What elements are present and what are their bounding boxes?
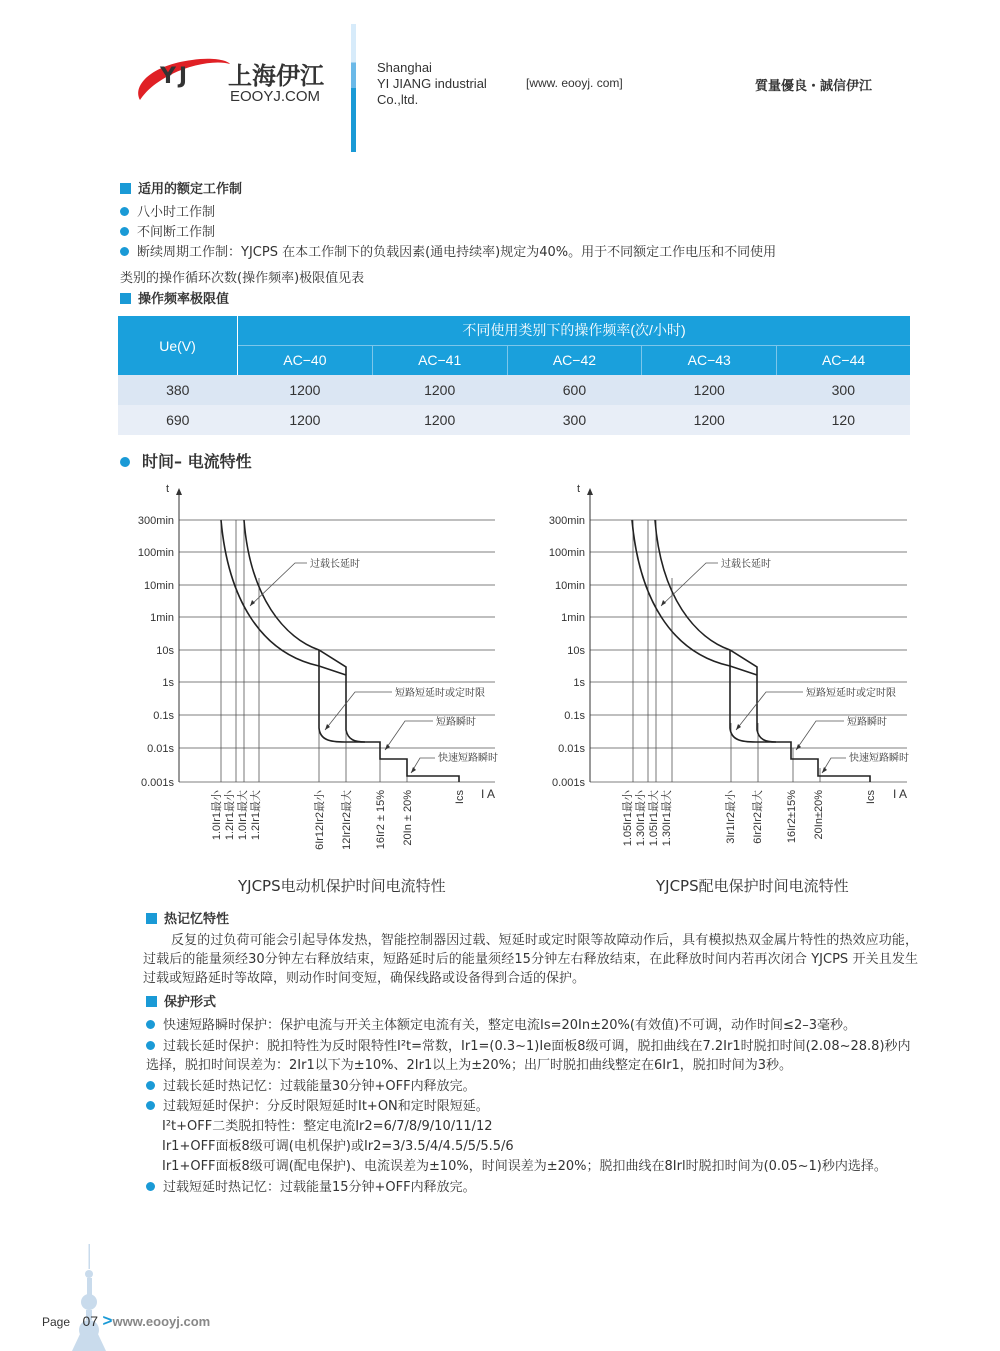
tower-icon [70, 1244, 110, 1351]
annotation-label: 过载长延时 [721, 559, 771, 570]
y-tick-label: 10s [567, 645, 585, 657]
y-tick-label: 0.1s [153, 710, 174, 722]
y-tick-label: 0.001s [551, 777, 585, 789]
y-tick-label: 1min [150, 612, 174, 624]
arrow-icon: > [102, 1311, 113, 1330]
bullet-icon [120, 247, 129, 256]
protection-sub-line: Ir1+OFF面板8级可调(电机保护)或Ir2=3/3.5/4/4.5/5/5.5/6 [162, 1139, 514, 1154]
y-tick-label: 10min [555, 580, 585, 592]
page-label: Page [42, 1315, 71, 1329]
y-tick-label: 1min [561, 612, 585, 624]
x-label: 1.0Ir1最大 [237, 790, 249, 841]
protection-sub-line: I²t+OFF二类脱扣特性：整定电流Ir2=6/7/8/9/10/11/12 [162, 1119, 493, 1134]
annotation-leader [385, 721, 433, 750]
company-name [377, 60, 487, 108]
x-label: 1.2Ir1最小 [224, 790, 236, 841]
square-bullet-icon [146, 913, 157, 924]
annotation-leader [325, 692, 392, 730]
annotation-arrow-icon [411, 767, 416, 773]
logo-cn: 上海伊江 [228, 62, 324, 90]
square-bullet-icon [120, 183, 131, 194]
freq-heading [120, 290, 910, 310]
bullet-icon [146, 1081, 155, 1090]
frequency-table [118, 316, 910, 435]
logo-domain: EOOYJ.COM [230, 88, 321, 105]
x-label: 16Ir2 ± 15% [375, 790, 387, 850]
x-label: 3Ir1Ir2最小 [725, 790, 737, 844]
trip-curve [632, 520, 757, 675]
diagram-caption: YJCPS电动机保护时间电流特性 [238, 877, 446, 895]
tc-heading [120, 449, 252, 472]
x-label: 6Ir2Ir2最大 [752, 790, 764, 844]
bullet-icon [146, 1182, 155, 1191]
protection-item [146, 1016, 918, 1035]
duty-title: 适用的额定工作制 [138, 182, 243, 197]
annotation-label: 快速短路瞬时 [849, 753, 909, 764]
y-tick-label: 10s [156, 645, 174, 657]
y-tick-label: 100min [548, 547, 585, 559]
col-header: AC−43 [642, 345, 777, 375]
bullet-icon [146, 1020, 155, 1029]
y-tick-label: 300min [137, 515, 174, 527]
thermal-text: 反复的过负荷可能会引起导体发热，智能控制器因过载、短延时或定时限等故障动作后，具有模拟热双金属片特性的热效应功能，过载后的能量须经30分钟左右释放结束，短路延时后的能量须经15分钟左右释放结束，在此释放时间内若再次闭合 YJCPS 开关且发生过载或短路延时等故障，则动作时间变短，确保线路或设备得到合适的保护。 [143, 933, 918, 986]
cell: 1200 [372, 405, 507, 435]
protection-heading [146, 993, 918, 1013]
motor-protection-diagram [120, 478, 520, 868]
x-label: 1.2Ir1最大 [250, 790, 262, 841]
y-tick-label: 300min [548, 515, 585, 527]
protection-item-text: 快速短路瞬时保护：保护电流与开关主体额定电流有关，整定电流Is=20In±20%(有效值)不可调，动作时间≤2–3毫秒。 [163, 1018, 856, 1033]
duty-item-text: 八小时工作制 [137, 205, 216, 220]
protection-item-text: 过载长延时保护：脱扣特性为反时限特性I²t=常数，Ir1=(0.3~1)Ie面板8级可调，脱扣曲线在7.2Ir1时脱扣时间(2.08~28.8)秒内选择，脱扣时间误差为：2Ir1以下为±10%、2Ir1以上为±20%；出厂时脱扣曲线整定在6Ir1，脱扣时间为3秒。 [146, 1039, 911, 1073]
x-label: Ics [454, 790, 466, 805]
duty-item [120, 223, 910, 243]
annotation-label: 短路短延时或定时限 [806, 688, 896, 699]
annotation-leader [736, 692, 803, 730]
y-axis-label: t [577, 483, 581, 495]
x-label: 16Ir2±15% [786, 790, 798, 844]
lower-text-section [143, 910, 918, 1197]
y-tick-label: 0.01s [558, 743, 585, 755]
logo [132, 50, 332, 110]
protection-item [146, 1178, 918, 1197]
y-tick-label: 0.001s [140, 777, 174, 789]
annotation-arrow-icon [822, 767, 827, 773]
duty-continuation: 类别的操作循环次数(操作频率)极限值见表 [120, 271, 365, 286]
col-header-ue: Ue(V) [118, 316, 238, 375]
freq-title: 操作频率极限值 [138, 292, 230, 307]
footer-website[interactable]: www.eooyj.com [112, 1314, 211, 1329]
y-tick-label: 0.01s [147, 743, 174, 755]
trip-curve [221, 520, 346, 675]
duty-heading [120, 180, 910, 200]
x-label: 1.05Ir1最小 [622, 790, 634, 847]
col-header: AC−44 [777, 345, 910, 375]
duty-section [120, 180, 910, 310]
annotation-arrow-icon [250, 600, 255, 606]
company-line: Shanghai [377, 60, 432, 75]
y-tick-label: 1s [573, 677, 585, 689]
col-header: AC−40 [238, 345, 373, 375]
y-tick-label: 10min [144, 580, 174, 592]
protection-item [146, 1037, 918, 1075]
protection-item-text: 过载短延时热记忆：过载能量15分钟+OFF内释放完。 [163, 1180, 476, 1195]
company-line: YI JIANG industrial [377, 76, 487, 91]
group-header: 不同使用类别下的操作频率(次/小时) [238, 316, 911, 345]
y-axis-label: t [166, 483, 170, 495]
trip-curve [244, 520, 365, 742]
annotation-label: 短路短延时或定时限 [395, 688, 485, 699]
cell: 300 [777, 375, 910, 405]
annotation-arrow-icon [385, 744, 390, 750]
x-label: 6Ir12Ir2最小 [314, 790, 326, 850]
protection-title: 保护形式 [164, 995, 217, 1010]
x-label: 1.05Ir1最大 [648, 790, 660, 847]
annotation-label: 过载长延时 [310, 559, 360, 570]
table-row [118, 375, 910, 405]
company-line: Co.,ltd. [377, 92, 419, 107]
distribution-protection-diagram [530, 478, 930, 868]
cell: 300 [507, 405, 642, 435]
cell: 1200 [642, 375, 777, 405]
bullet-icon [146, 1041, 155, 1050]
protection-sub-line: Ir1+OFF面板8级可调(配电保护)、电流误差为±10%，时间误差为±20%；脱扣曲线在8Irl时脱扣时间为(0.05~1)秒内选择。 [162, 1159, 887, 1174]
thermal-heading [146, 910, 918, 930]
bullet-icon [120, 457, 130, 467]
annotation-label: 短路瞬时 [436, 717, 476, 728]
y-axis-arrow-icon [176, 488, 182, 495]
x-label: 1.30Ir1最小 [635, 790, 647, 847]
tc-title: 时间– 电流特性 [142, 452, 252, 471]
y-tick-label: 100min [137, 547, 174, 559]
cell: 690 [118, 405, 238, 435]
thermal-title: 热记忆特性 [164, 912, 230, 927]
x-label: 12Ir2Ir2最大 [341, 790, 353, 850]
duty-item-text: 断续周期工作制：YJCPS 在本工作制下的负载因素(通电持续率)规定为40%。用于不同额定工作电压和不同使用 [137, 245, 777, 260]
square-bullet-icon [146, 996, 157, 1007]
cell: 1200 [372, 375, 507, 405]
duty-item [120, 243, 910, 263]
cell: 380 [118, 375, 238, 405]
duty-item [120, 203, 910, 223]
cell: 1200 [238, 405, 373, 435]
trip-curve [655, 520, 776, 742]
slogan: 質量優良・誠信伊江 [755, 79, 873, 94]
y-tick-label: 1s [162, 677, 174, 689]
square-bullet-icon [120, 293, 131, 304]
x-label: Ics [865, 790, 877, 805]
y-axis-arrow-icon [587, 488, 593, 495]
x-axis-label: I A [480, 787, 495, 801]
x-label: 20In±20% [813, 790, 825, 840]
cell: 1200 [642, 405, 777, 435]
col-header: AC−42 [507, 345, 642, 375]
x-label: 1.0Ir1最小 [211, 790, 223, 841]
bullet-icon [120, 227, 129, 236]
logo-letters: YJ [160, 64, 191, 89]
annotation-label: 快速短路瞬时 [438, 753, 498, 764]
cell: 120 [777, 405, 910, 435]
x-label: 1.30Ir1最大 [661, 790, 673, 847]
duty-item-text: 不间断工作制 [137, 225, 216, 240]
protection-item-text: 过载长延时热记忆：过载能量30分钟+OFF内释放完。 [163, 1079, 476, 1094]
bullet-icon [146, 1101, 155, 1110]
header-divider [351, 24, 356, 152]
cell: 1200 [238, 375, 373, 405]
annotation-label: 短路瞬时 [847, 717, 887, 728]
protection-item [146, 1077, 918, 1096]
annotation-arrow-icon [796, 744, 801, 750]
x-label: 20In ± 20% [402, 790, 414, 846]
annotation-leader [796, 721, 844, 750]
cell: 600 [507, 375, 642, 405]
col-header: AC−41 [372, 345, 507, 375]
y-tick-label: 0.1s [564, 710, 585, 722]
protection-item [146, 1097, 918, 1116]
x-axis-label: I A [892, 787, 907, 801]
table-row [118, 405, 910, 435]
protection-item-text: 过载短延时保护：分反时限短延时It+ON和定时限短延。 [163, 1099, 489, 1114]
diagram-caption: YJCPS配电保护时间电流特性 [656, 877, 849, 895]
bullet-icon [120, 207, 129, 216]
annotation-arrow-icon [661, 600, 666, 606]
page-number: 07 [82, 1313, 99, 1329]
website-header[interactable]: [www. eooyj. com] [526, 76, 623, 90]
footer [42, 1311, 210, 1331]
